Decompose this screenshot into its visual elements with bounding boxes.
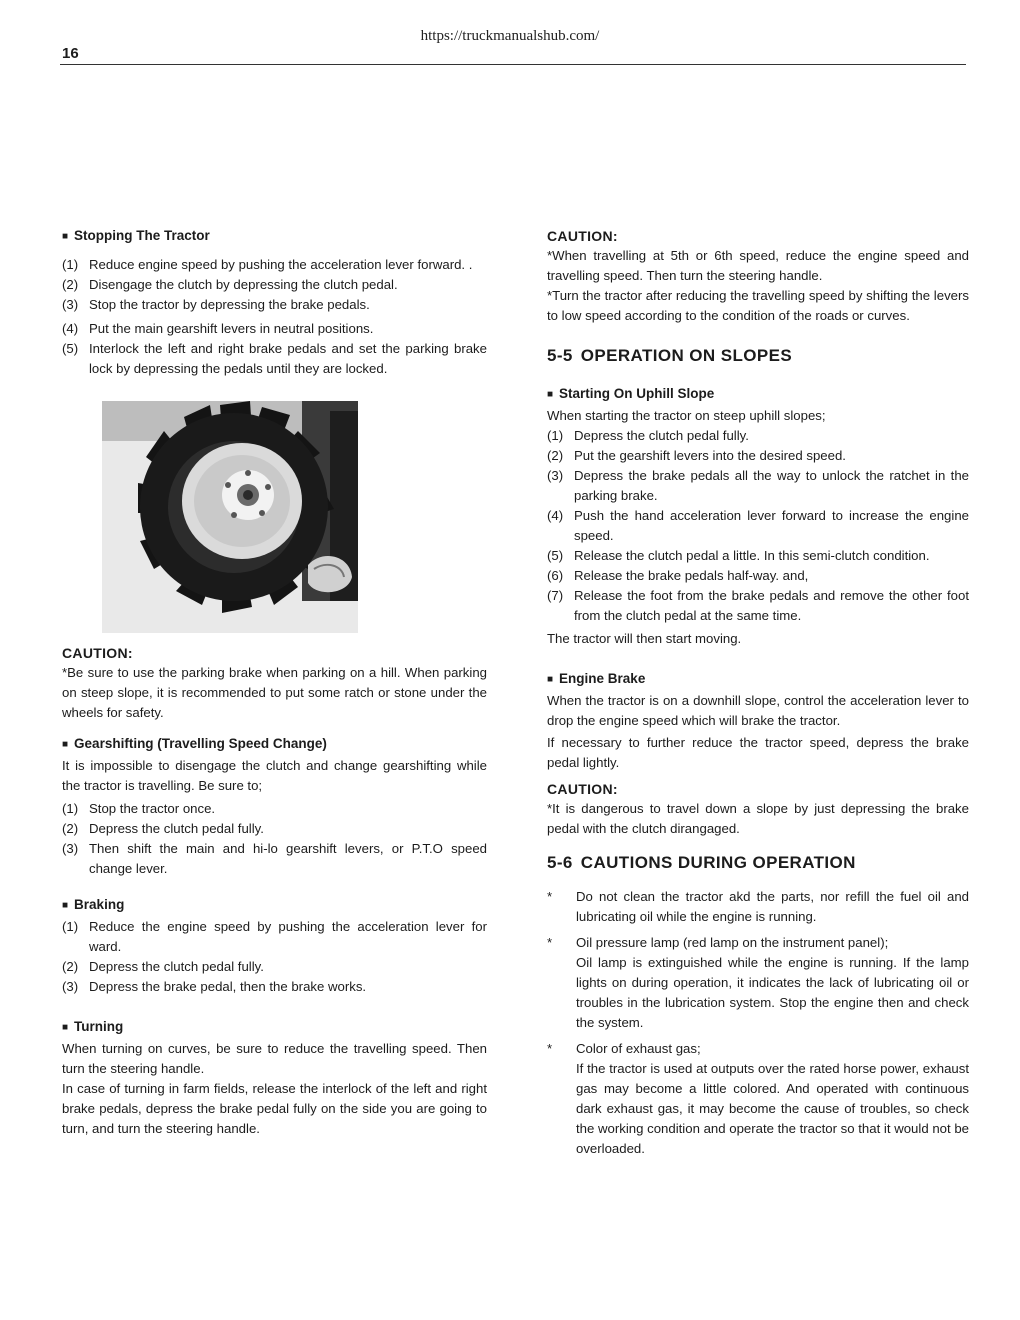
step-text: Put the gearshift levers into the desired speed. <box>574 448 846 463</box>
step-text: Depress the clutch pedal fully. <box>89 821 264 836</box>
step-number: (2) <box>62 959 79 974</box>
step-text: Release the clutch pedal a little. In this semi-clutch condition. <box>574 548 930 563</box>
step-text: Stop the tractor once. <box>89 801 216 816</box>
step-text: Stop the tractor by depressing the brake pedals. <box>89 297 370 312</box>
step-number: (3) <box>62 979 79 994</box>
list-item <box>547 426 969 446</box>
step-number: (1) <box>62 257 79 272</box>
turning-paragraph-2: In case of turning in farm fields, release the interlock of the left and right brake pedals, depress the brake pedal fully on the side you are going to turn, and turn the steering handle. <box>62 1081 487 1136</box>
step-text: Release the brake pedals half-way. and, <box>574 568 809 583</box>
uphill-intro: When starting the tractor on steep uphill slopes; <box>547 408 826 423</box>
caution-item-text: Oil lamp is extinguished while the engine is running. If the lamp lights on during operation, it indicates the lack of lubricating oil or troubles in the lubrication system. Stop the engine then and check the system. <box>576 955 969 1030</box>
list-item <box>62 917 487 957</box>
step-text: Reduce the engine speed by pushing the acceleration lever for ward. <box>89 919 487 954</box>
braking-steps <box>62 917 487 997</box>
list-item <box>62 957 487 977</box>
gearshifting-intro: It is impossible to disengage the clutch and change gearshifting while the tractor is travelling. Be sure to; <box>62 758 487 793</box>
stopping-steps <box>62 255 487 379</box>
step-text: Depress the brake pedal, then the brake works. <box>89 979 367 994</box>
step-number: (2) <box>62 821 79 836</box>
caution-item-text: Do not clean the tractor akd the parts, nor refill the fuel oil and lubricating oil while the engine is running. <box>576 889 969 924</box>
list-item <box>547 887 969 927</box>
step-text: Release the foot from the brake pedals and remove the other foot from the clutch pedal at the same time. <box>574 588 969 623</box>
speed-caution <box>547 226 969 326</box>
stopping-section <box>62 226 487 379</box>
engine-brake-paragraph-1: When the tractor is on a downhill slope, control the acceleration lever to drop the engine speed which will brake the tractor. <box>547 693 969 728</box>
step-number: (3) <box>62 841 79 856</box>
caution-heading: CAUTION: <box>547 781 618 797</box>
caution-text: *Be sure to use the parking brake when parking on a hill. When parking on steep slope, it is recommended to put some ratch or stone under the wheels for safety. <box>62 665 487 720</box>
gearshifting-heading: ■ Gearshifting (Travelling Speed Change) <box>62 734 487 756</box>
list-item <box>547 446 969 466</box>
bullet-marker: * <box>547 889 553 904</box>
step-text: Depress the clutch pedal fully. <box>574 428 749 443</box>
list-item <box>62 339 487 379</box>
step-number: (1) <box>62 801 79 816</box>
step-number: (2) <box>62 277 79 292</box>
turning-paragraph-1: When turning on curves, be sure to reduce the travelling speed. Then turn the steering handle. <box>62 1041 487 1076</box>
caution-text: *It is dangerous to travel down a slope by just depressing the brake pedal with the clutch dirangaged. <box>547 801 969 836</box>
operation-cautions <box>547 887 969 1159</box>
list-item <box>547 466 969 506</box>
uphill-section <box>547 384 969 649</box>
step-number: (1) <box>547 428 564 443</box>
caution-text-2: *Turn the tractor after reducing the travelling speed by shifting the levers to low speed according to the condition of the roads or curves. <box>547 288 969 323</box>
step-number: (7) <box>547 588 564 603</box>
engine-brake-heading: ■ Engine Brake <box>547 669 969 691</box>
list-item <box>62 295 487 315</box>
section-title-5-6 <box>547 853 969 873</box>
list-item <box>62 839 487 879</box>
turning-heading: ■ Turning <box>62 1017 487 1039</box>
caution-item-title: Oil pressure lamp (red lamp on the instrument panel); <box>576 935 889 950</box>
list-item <box>62 819 487 839</box>
list-item <box>62 977 487 997</box>
source-url: https://truckmanualshub.com/ <box>420 28 600 44</box>
list-item <box>62 799 487 819</box>
right-column <box>547 226 969 1159</box>
step-number: (1) <box>62 919 79 934</box>
step-number: (5) <box>62 341 79 356</box>
page-number: 16 <box>62 45 79 62</box>
section-title-5-5 <box>547 346 969 366</box>
engine-brake-section <box>547 669 969 773</box>
parking-caution <box>62 643 487 723</box>
step-number: (3) <box>547 468 564 483</box>
section-number: 5-6 <box>547 853 573 872</box>
list-item <box>547 506 969 546</box>
uphill-outro: The tractor will then start moving. <box>547 631 742 646</box>
section-title-text: CAUTIONS DURING OPERATION <box>580 853 856 872</box>
step-text: Depress the clutch pedal fully. <box>89 959 264 974</box>
step-text: Disengage the clutch by depressing the clutch pedal. <box>89 277 398 292</box>
braking-section <box>62 895 487 997</box>
engine-brake-paragraph-2: If necessary to further reduce the tractor speed, depress the brake pedal lightly. <box>547 735 969 770</box>
caution-item-title: Color of exhaust gas; <box>576 1041 701 1056</box>
bullet-marker: * <box>547 935 553 950</box>
downhill-caution <box>547 779 969 839</box>
list-item <box>547 566 969 586</box>
left-column <box>62 226 487 1139</box>
list-item <box>62 255 487 275</box>
list-item <box>547 1039 969 1159</box>
step-text: Depress the brake pedals all the way to unlock the ratchet in the parking brake. <box>574 468 969 503</box>
header-rule <box>60 64 966 65</box>
step-text: Push the hand acceleration lever forward to increase the engine speed. <box>574 508 969 543</box>
turning-section <box>62 1017 487 1139</box>
list-item <box>547 546 969 566</box>
step-number: (5) <box>547 548 564 563</box>
list-item <box>62 319 487 339</box>
uphill-heading: ■ Starting On Uphill Slope <box>547 384 969 406</box>
step-text: Interlock the left and right brake pedals and set the parking brake lock by depressing the pedals until they are locked. <box>89 341 487 376</box>
list-item <box>547 586 969 626</box>
step-number: (4) <box>547 508 564 523</box>
bullet-marker: * <box>547 1041 553 1056</box>
step-number: (3) <box>62 297 79 312</box>
list-item <box>547 933 969 1033</box>
step-number: (4) <box>62 321 79 336</box>
braking-heading: ■ Braking <box>62 895 487 917</box>
step-text: Then shift the main and hi-lo gearshift levers, or P.T.O speed change lever. <box>89 841 487 876</box>
caution-heading: CAUTION: <box>62 645 133 661</box>
caution-heading: CAUTION: <box>547 228 618 244</box>
uphill-steps <box>547 426 969 626</box>
step-text: Put the main gearshift levers in neutral positions. <box>89 321 374 336</box>
tractor-wheel-photo <box>102 401 358 633</box>
gearshifting-section <box>62 734 487 879</box>
step-number: (2) <box>547 448 564 463</box>
step-text: Reduce engine speed by pushing the acceleration lever forward. . <box>89 257 473 272</box>
step-number: (6) <box>547 568 564 583</box>
gearshifting-steps <box>62 799 487 879</box>
section-title-text: OPERATION ON SLOPES <box>580 346 793 365</box>
list-item <box>62 275 487 295</box>
caution-item-text: If the tractor is used at outputs over the rated horse power, exhaust gas may become a little colored. And operated with continuous dark exhaust gas, it may become the cause of troubles, so check the working condition and operate the tractor so that it would not be overloaded. <box>576 1061 969 1156</box>
section-number: 5-5 <box>547 346 573 365</box>
caution-text-1: *When travelling at 5th or 6th speed, reduce the engine speed and travelling speed. Then turn the steering handle. <box>547 248 969 283</box>
stopping-heading: ■ Stopping The Tractor <box>62 226 487 248</box>
